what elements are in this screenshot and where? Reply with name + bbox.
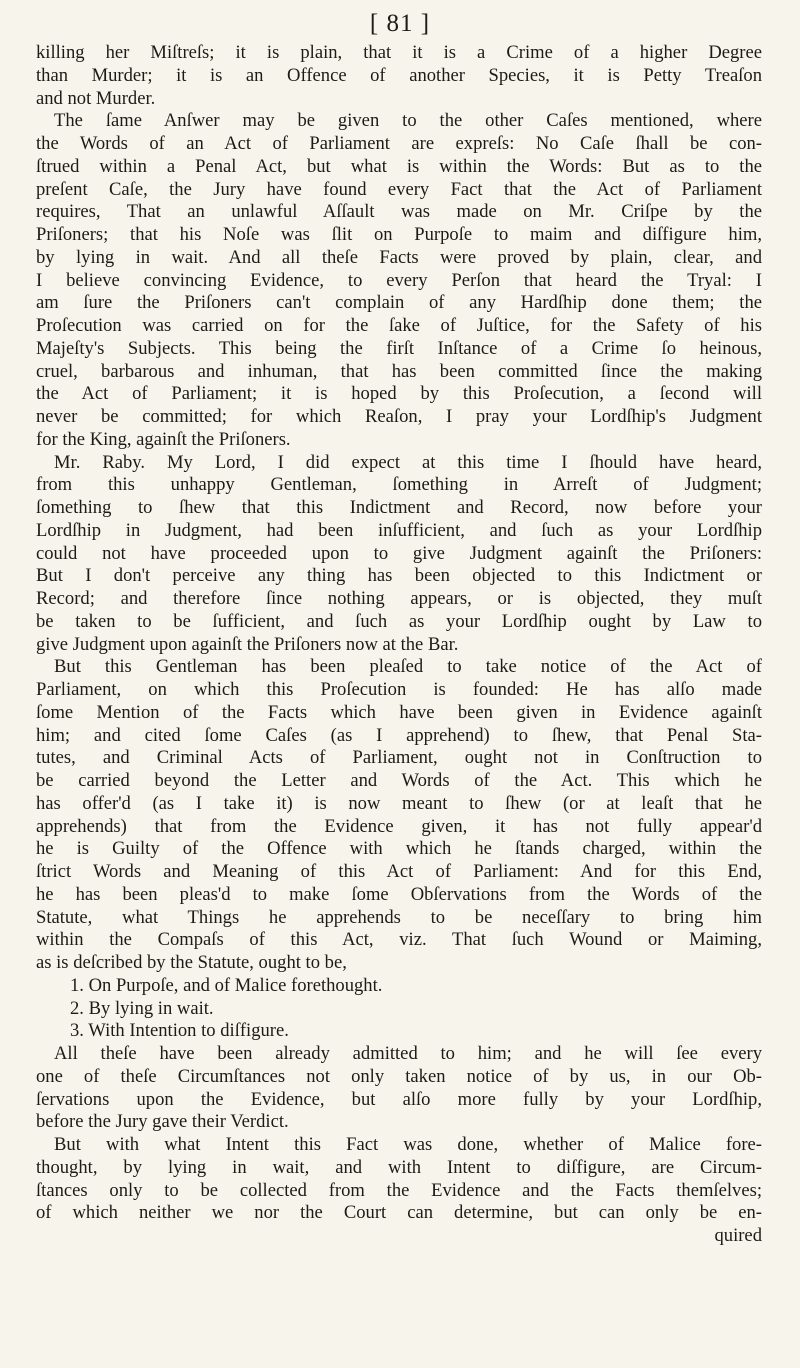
text-line: the Act of Parliament; it is hoped by this Proſecution, a ſecond will: [36, 383, 762, 405]
text-line: Statute, what Things he apprehends to be neceſſary to bring him: [36, 906, 762, 928]
text-line: ſtances only to be collected from the Evidence and the Facts themſelves;: [36, 1179, 762, 1201]
text-line: The ſame Anſwer may be given to the other Caſes mentioned, where: [54, 110, 762, 132]
text-line: killing her Miſtreſs; it is plain, that it is a Crime of a higher Degree: [36, 42, 762, 63]
text-line: Record; and therefore ſince nothing appears, or is objected, they muſt: [36, 588, 762, 609]
text-line: thought, by lying in wait, and with Intent to diſfigure, are Circum-: [36, 1156, 762, 1178]
text-line: by lying in wait. And all theſe Facts were proved by plain, clear, and: [36, 246, 762, 268]
text-line: from this unhappy Gentleman, ſomething in Arreſt of Judgment;: [36, 474, 762, 496]
text-line: apprehends) that from the Evidence given, it has not fully appear'd: [36, 815, 762, 837]
text-line: Proſecution was carried on for the ſake of Juſtice, for the Safety of his: [36, 315, 762, 336]
text-line: ſome Mention of the Facts which have been given in Evidence againſt: [36, 701, 762, 723]
text-line: he is Guilty of the Offence with which he ſtands charged, within the: [36, 838, 762, 860]
text-line: than Murder; it is an Offence of another Species, it is Petty Treaſon: [36, 64, 762, 86]
text-line: I believe convincing Evidence, to every Perſon that heard the Tryal: I: [36, 269, 762, 291]
text-line: of which neither we nor the Court can determine, but can only be en-: [36, 1202, 762, 1224]
text-line: for the King, againſt the Priſoners.: [36, 428, 291, 450]
text-line: quired: [714, 1225, 762, 1246]
text-line: am ſure the Priſoners can't complain of any Hardſhip done them; the: [36, 292, 762, 314]
text-line: Lordſhip in Judgment, had been inſufficient, and ſuch as your Lordſhip: [36, 519, 762, 541]
text-line: 3. With Intention to diſfigure.: [70, 1020, 289, 1042]
text-line: But I don't perceive any thing has been objected to this Indictment or: [36, 565, 762, 587]
text-line: he has been pleas'd to make ſome Obſervations from the Words of the: [36, 883, 762, 905]
text-line: one of theſe Circumſtances not only taken notice of by us, in our Ob-: [36, 1065, 762, 1087]
page-number: [ 81 ]: [369, 10, 431, 37]
text-line: ſtrict Words and Meaning of this Act of Parliament: And for this End,: [36, 861, 762, 882]
text-line: be carried beyond the Letter and Words of the Act. This which he: [36, 770, 762, 791]
text-line: All theſe have been already admitted to him; and he will ſee every: [54, 1043, 762, 1064]
text-line: tutes, and Criminal Acts of Parliament, ought not in Conſtruction to: [36, 747, 762, 769]
text-line: preſent Caſe, the Jury have found every Fact that the Act of Parliament: [36, 178, 762, 200]
text-line: give Judgment upon againſt the Priſoners now at the Bar.: [36, 633, 459, 655]
text-line: Priſoners; that his Noſe was ſlit on Purpoſe to maim and diſfigure him,: [36, 224, 762, 245]
text-line: never be committed; for which Reaſon, I pray your Lordſhip's Judgment: [36, 406, 762, 427]
text-line: Majeſty's Subjects. This being the firſt Inſtance of a Crime ſo heinous,: [36, 337, 762, 359]
text-line: Parliament, on which this Proſecution is founded: He has alſo made: [36, 679, 762, 700]
text-line: has offer'd (as I take it) is now meant to ſhew (or at leaſt that he: [36, 792, 762, 814]
text-line: him; and cited ſome Caſes (as I apprehend) to ſhew, that Penal Sta-: [36, 724, 762, 746]
text-line: the Words of an Act of Parliament are expreſs: No Caſe ſhall be con-: [36, 133, 762, 154]
text-line: But this Gentleman has been pleaſed to take notice of the Act of: [54, 656, 762, 678]
text-line: But with what Intent this Fact was done, whether of Malice fore-: [54, 1134, 762, 1155]
text-line: ſtrued within a Penal Act, but what is within the Words: But as to the: [36, 155, 762, 177]
text-line: could not have proceeded upon to give Judgment againſt the Priſoners:: [36, 542, 762, 564]
text-line: within the Compaſs of this Act, viz. That ſuch Wound or Maiming,: [36, 929, 762, 951]
text-line: 1. On Purpoſe, and of Malice forethought.: [70, 974, 383, 996]
text-line: cruel, barbarous and inhuman, that has been committed ſince the making: [36, 360, 762, 382]
text-line: be taken to be ſufficient, and ſuch as your Lordſhip ought by Law to: [36, 610, 762, 632]
text-line: 2. By lying in wait.: [70, 997, 214, 1019]
text-line: requires, That an unlawful Aſſault was made on Mr. Criſpe by the: [36, 201, 762, 223]
text-line: Mr. Raby. My Lord, I did expect at this time I ſhould have heard,: [54, 451, 762, 473]
text-line: as is deſcribed by the Statute, ought to be,: [36, 952, 347, 973]
text-line: before the Jury gave their Verdict.: [36, 1111, 289, 1133]
text-line: ſomething to ſhew that this Indictment and Record, now before your: [36, 497, 762, 518]
text-line: and not Murder.: [36, 87, 156, 109]
body-text: [36, 42, 762, 1248]
text-line: ſervations upon the Evidence, but alſo more fully by your Lordſhip,: [36, 1088, 762, 1110]
